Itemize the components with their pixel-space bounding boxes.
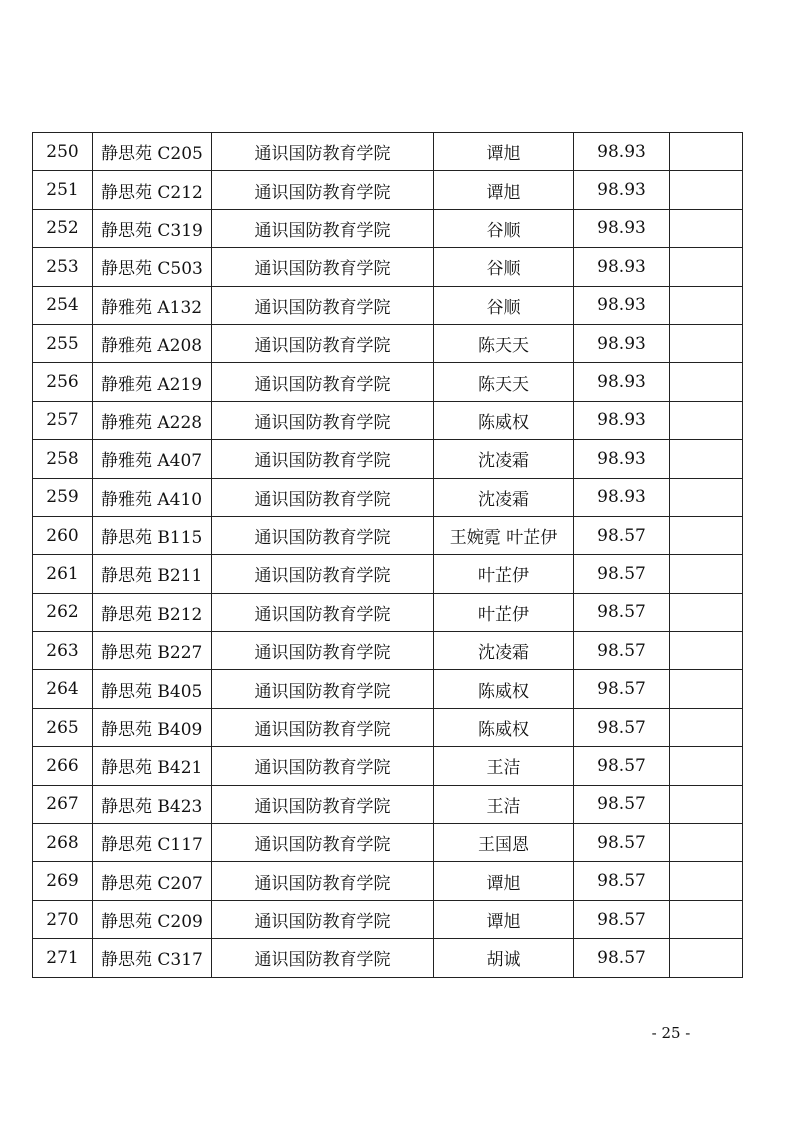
cell-score: 98.93: [574, 209, 670, 247]
table-row: [33, 401, 743, 439]
table-row: [33, 209, 743, 247]
cell-score: 98.57: [574, 708, 670, 746]
cell-college: 通识国防教育学院: [212, 785, 434, 823]
table-row: [33, 708, 743, 746]
cell-note: [670, 593, 743, 631]
cell-person: 王婉霓 叶芷伊: [434, 516, 574, 554]
table-row: [33, 900, 743, 938]
cell-note: [670, 670, 743, 708]
cell-dorm-room: 静雅苑 A208: [93, 324, 212, 362]
cell-college: 通识国防教育学院: [212, 939, 434, 977]
cell-score: 98.93: [574, 478, 670, 516]
table-row: [33, 747, 743, 785]
cell-dorm-room: 静思苑 C207: [93, 862, 212, 900]
cell-score: 98.93: [574, 171, 670, 209]
cell-number: 266: [33, 747, 93, 785]
cell-person: 叶芷伊: [434, 555, 574, 593]
table-body: [33, 133, 743, 978]
cell-note: [670, 824, 743, 862]
cell-college: 通识国防教育学院: [212, 209, 434, 247]
cell-score: 98.57: [574, 516, 670, 554]
cell-college: 通识国防教育学院: [212, 900, 434, 938]
cell-person: 王洁: [434, 747, 574, 785]
cell-college: 通识国防教育学院: [212, 708, 434, 746]
cell-score: 98.93: [574, 324, 670, 362]
table-row: [33, 478, 743, 516]
cell-person: 沈凌霜: [434, 478, 574, 516]
cell-college: 通识国防教育学院: [212, 324, 434, 362]
table-row: [33, 785, 743, 823]
cell-person: 沈凌霜: [434, 632, 574, 670]
cell-dorm-room: 静思苑 C205: [93, 133, 212, 171]
cell-number: 270: [33, 900, 93, 938]
cell-college: 通识国防教育学院: [212, 286, 434, 324]
cell-person: 谷顺: [434, 209, 574, 247]
cell-score: 98.93: [574, 133, 670, 171]
table-row: [33, 324, 743, 362]
dormitory-score-table: [32, 132, 743, 978]
cell-score: 98.57: [574, 670, 670, 708]
cell-college: 通识国防教育学院: [212, 593, 434, 631]
cell-note: [670, 286, 743, 324]
cell-note: [670, 363, 743, 401]
table-row: [33, 824, 743, 862]
cell-dorm-room: 静思苑 B421: [93, 747, 212, 785]
cell-dorm-room: 静思苑 B227: [93, 632, 212, 670]
cell-note: [670, 401, 743, 439]
cell-college: 通识国防教育学院: [212, 363, 434, 401]
cell-note: [670, 171, 743, 209]
cell-note: [670, 324, 743, 362]
table-row: [33, 593, 743, 631]
cell-person: 王国恩: [434, 824, 574, 862]
cell-score: 98.57: [574, 593, 670, 631]
cell-college: 通识国防教育学院: [212, 824, 434, 862]
table-row: [33, 363, 743, 401]
cell-score: 98.93: [574, 440, 670, 478]
cell-number: 264: [33, 670, 93, 708]
cell-number: 271: [33, 939, 93, 977]
cell-dorm-room: 静雅苑 A407: [93, 440, 212, 478]
cell-dorm-room: 静思苑 B212: [93, 593, 212, 631]
cell-dorm-room: 静雅苑 A132: [93, 286, 212, 324]
cell-note: [670, 248, 743, 286]
cell-dorm-room: 静思苑 B405: [93, 670, 212, 708]
table-row: [33, 939, 743, 977]
cell-note: [670, 632, 743, 670]
cell-number: 250: [33, 133, 93, 171]
cell-dorm-room: 静思苑 C209: [93, 900, 212, 938]
table-row: [33, 440, 743, 478]
cell-score: 98.57: [574, 900, 670, 938]
table-row: [33, 248, 743, 286]
table-row: [33, 632, 743, 670]
cell-number: 260: [33, 516, 93, 554]
cell-note: [670, 209, 743, 247]
cell-dorm-room: 静思苑 C319: [93, 209, 212, 247]
cell-note: [670, 785, 743, 823]
cell-person: 王洁: [434, 785, 574, 823]
cell-dorm-room: 静思苑 C212: [93, 171, 212, 209]
cell-note: [670, 516, 743, 554]
table-row: [33, 286, 743, 324]
cell-dorm-room: 静思苑 B115: [93, 516, 212, 554]
table-row: [33, 862, 743, 900]
cell-college: 通识国防教育学院: [212, 248, 434, 286]
cell-person: 陈威权: [434, 708, 574, 746]
cell-college: 通识国防教育学院: [212, 133, 434, 171]
cell-college: 通识国防教育学院: [212, 401, 434, 439]
cell-person: 陈天天: [434, 363, 574, 401]
cell-college: 通识国防教育学院: [212, 555, 434, 593]
cell-score: 98.93: [574, 363, 670, 401]
cell-number: 261: [33, 555, 93, 593]
cell-note: [670, 440, 743, 478]
cell-person: 谭旭: [434, 133, 574, 171]
cell-college: 通识国防教育学院: [212, 632, 434, 670]
cell-number: 263: [33, 632, 93, 670]
cell-person: 陈威权: [434, 401, 574, 439]
cell-score: 98.57: [574, 555, 670, 593]
cell-dorm-room: 静雅苑 A219: [93, 363, 212, 401]
cell-person: 沈凌霜: [434, 440, 574, 478]
cell-number: 269: [33, 862, 93, 900]
cell-person: 谷顺: [434, 248, 574, 286]
cell-college: 通识国防教育学院: [212, 862, 434, 900]
cell-number: 257: [33, 401, 93, 439]
cell-number: 256: [33, 363, 93, 401]
cell-number: 252: [33, 209, 93, 247]
cell-score: 98.93: [574, 286, 670, 324]
cell-college: 通识国防教育学院: [212, 516, 434, 554]
cell-score: 98.57: [574, 632, 670, 670]
cell-score: 98.93: [574, 248, 670, 286]
cell-note: [670, 708, 743, 746]
cell-note: [670, 900, 743, 938]
cell-number: 262: [33, 593, 93, 631]
cell-number: 254: [33, 286, 93, 324]
cell-person: 谷顺: [434, 286, 574, 324]
cell-dorm-room: 静思苑 C317: [93, 939, 212, 977]
cell-note: [670, 133, 743, 171]
cell-person: 叶芷伊: [434, 593, 574, 631]
cell-college: 通识国防教育学院: [212, 670, 434, 708]
cell-college: 通识国防教育学院: [212, 171, 434, 209]
cell-number: 265: [33, 708, 93, 746]
cell-number: 251: [33, 171, 93, 209]
cell-score: 98.57: [574, 785, 670, 823]
cell-person: 谭旭: [434, 171, 574, 209]
table-row: [33, 133, 743, 171]
cell-person: 胡诚: [434, 939, 574, 977]
cell-person: 谭旭: [434, 862, 574, 900]
cell-number: 267: [33, 785, 93, 823]
cell-dorm-room: 静思苑 B423: [93, 785, 212, 823]
cell-note: [670, 939, 743, 977]
cell-dorm-room: 静思苑 C503: [93, 248, 212, 286]
cell-score: 98.57: [574, 939, 670, 977]
cell-score: 98.57: [574, 747, 670, 785]
page-number: - 25 -: [651, 1024, 691, 1042]
cell-person: 陈威权: [434, 670, 574, 708]
cell-score: 98.93: [574, 401, 670, 439]
cell-dorm-room: 静雅苑 A228: [93, 401, 212, 439]
cell-number: 255: [33, 324, 93, 362]
cell-college: 通识国防教育学院: [212, 747, 434, 785]
cell-number: 253: [33, 248, 93, 286]
cell-note: [670, 747, 743, 785]
cell-person: 陈天天: [434, 324, 574, 362]
cell-dorm-room: 静思苑 C117: [93, 824, 212, 862]
cell-note: [670, 555, 743, 593]
cell-college: 通识国防教育学院: [212, 440, 434, 478]
cell-note: [670, 862, 743, 900]
cell-number: 259: [33, 478, 93, 516]
cell-person: 谭旭: [434, 900, 574, 938]
cell-number: 258: [33, 440, 93, 478]
cell-number: 268: [33, 824, 93, 862]
cell-note: [670, 478, 743, 516]
cell-dorm-room: 静思苑 B409: [93, 708, 212, 746]
table-row: [33, 171, 743, 209]
cell-college: 通识国防教育学院: [212, 478, 434, 516]
cell-dorm-room: 静思苑 B211: [93, 555, 212, 593]
cell-dorm-room: 静雅苑 A410: [93, 478, 212, 516]
cell-score: 98.57: [574, 862, 670, 900]
table-row: [33, 670, 743, 708]
table-row: [33, 555, 743, 593]
cell-score: 98.57: [574, 824, 670, 862]
table-row: [33, 516, 743, 554]
